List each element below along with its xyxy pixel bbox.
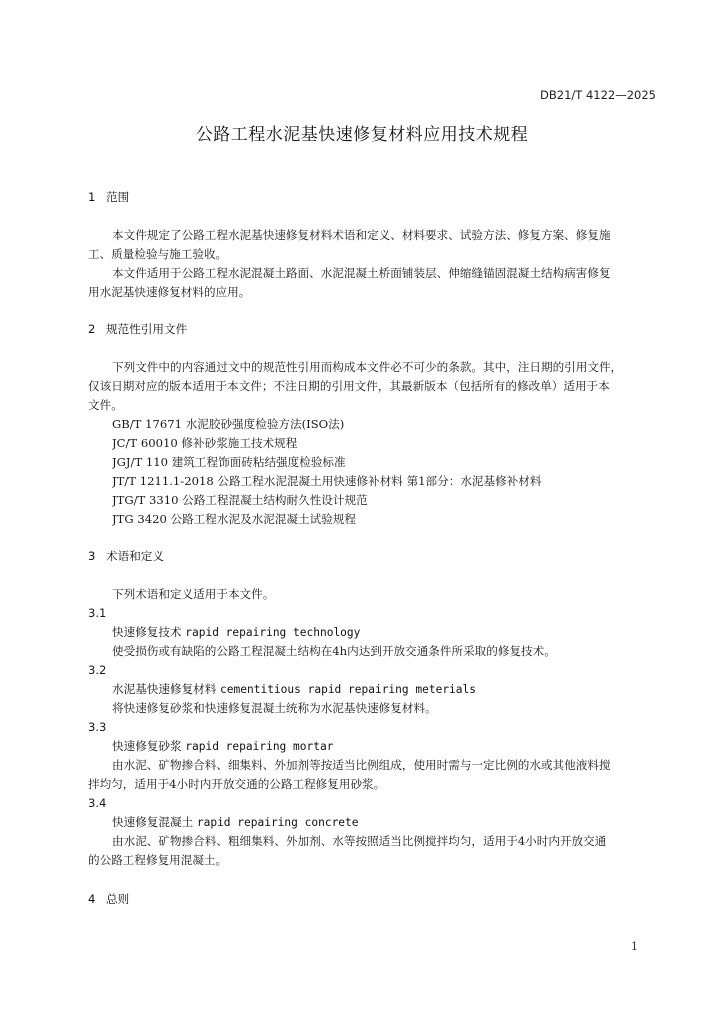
- term-english: rapid repairing technology: [185, 626, 361, 639]
- reference-item: JT/T 1211.1-2018 公路工程水泥混凝土用快速修补材料 第1部分：水泥基修补材料: [112, 474, 542, 488]
- term-english: rapid repairing concrete: [196, 816, 359, 829]
- term-definition-line: 拌均匀，适用于4小时内开放交通的公路工程修复用砂浆。: [88, 777, 386, 791]
- scope-paragraph-1-line-1: 本文件规定了公路工程水泥基快速修复材料术语和定义、材料要求、试验方法、修复方案、修复施: [112, 228, 611, 242]
- reference-item: JTG 3420 公路工程水泥及水泥混凝土试验规程: [112, 512, 357, 526]
- reference-item: JGJ/T 110 建筑工程饰面砖粘结强度检验标准: [112, 455, 346, 469]
- section-number: 2: [88, 322, 96, 336]
- term-definition-line: 将快速修复砂浆和快速修复混凝土统称为水泥基快速修复材料。: [112, 701, 437, 715]
- term-definition-line: 的公路工程修复用混凝土。: [88, 853, 228, 867]
- term-heading: [112, 623, 656, 642]
- section-title: 术语和定义: [106, 549, 164, 563]
- reference-item: GB/T 17671 水泥胶砂强度检验方法(ISO法): [112, 417, 345, 431]
- term-heading: [112, 737, 656, 756]
- term-chinese: 快速修复砂浆: [112, 739, 182, 753]
- document-code: DB21/T 4122—2025: [540, 88, 656, 102]
- term-chinese: 快速修复混凝土: [112, 815, 194, 829]
- term-definition-line: 使受损伤或有缺陷的公路工程混凝土结构在4h内达到开放交通条件所采取的修复技术。: [112, 644, 556, 658]
- term-definition-line: 由水泥、矿物掺合料、粗细集料、外加剂、水等按照适当比例搅拌均匀，适用于4小时内开放交通: [112, 834, 607, 848]
- section-number: 1: [88, 190, 96, 204]
- page-title: 公路工程水泥基快速修复材料应用技术规程: [195, 125, 529, 145]
- section-number: 3: [88, 549, 96, 563]
- section-title: 范围: [106, 190, 130, 204]
- section-heading-scope: [88, 188, 656, 206]
- term-chinese: 水泥基快速修复材料: [112, 682, 217, 696]
- section-heading-general: [88, 890, 656, 908]
- scope-paragraph-1-line-2: 工、质量检验与施工验收。: [88, 247, 228, 261]
- normative-intro-line-1: 下列文件中的内容通过文中的规范性引用而构成本文件必不可少的条款。其中，注日期的引用文件，: [112, 360, 623, 374]
- reference-item: JTG/T 3310 公路工程混凝土结构耐久性设计规范: [112, 493, 368, 507]
- term-heading: [112, 813, 656, 832]
- scope-paragraph-2-line-1: 本文件适用于公路工程水泥混凝土路面、水泥混凝土桥面铺装层、伸缩缝锚固混凝土结构病害修复: [112, 266, 611, 280]
- term-number: 3.1: [88, 606, 107, 620]
- section-number: 4: [88, 892, 96, 906]
- section-heading-normative: [88, 320, 656, 338]
- normative-intro-line-2: 仅该日期对应的版本适用于本文件；不注日期的引用文件，其最新版本（包括所有的修改单）适用于本: [88, 379, 610, 393]
- term-number: 3.4: [88, 796, 107, 810]
- section-heading-terms: [88, 547, 656, 565]
- terms-intro: 下列术语和定义适用于本文件。: [112, 587, 275, 601]
- section-title: 总则: [106, 892, 130, 906]
- term-heading: [112, 680, 656, 699]
- term-number: 3.3: [88, 720, 107, 734]
- term-english: rapid repairing mortar: [185, 740, 334, 753]
- term-english: cementitious rapid repairing meterials: [220, 683, 476, 696]
- term-chinese: 快速修复技术: [112, 625, 182, 639]
- section-title: 规范性引用文件: [106, 322, 188, 336]
- normative-intro-line-3: 文件。: [88, 398, 123, 412]
- term-number: 3.2: [88, 663, 107, 677]
- term-definition-line: 由水泥、矿物掺合料、细集料、外加剂等按适当比例组成，使用时需与一定比例的水或其他液料搅: [112, 758, 611, 772]
- scope-paragraph-2-line-2: 用水泥基快速修复材料的应用。: [88, 285, 251, 299]
- reference-item: JC/T 60010 修补砂浆施工技术规程: [112, 436, 298, 450]
- page-number: 1: [631, 940, 638, 953]
